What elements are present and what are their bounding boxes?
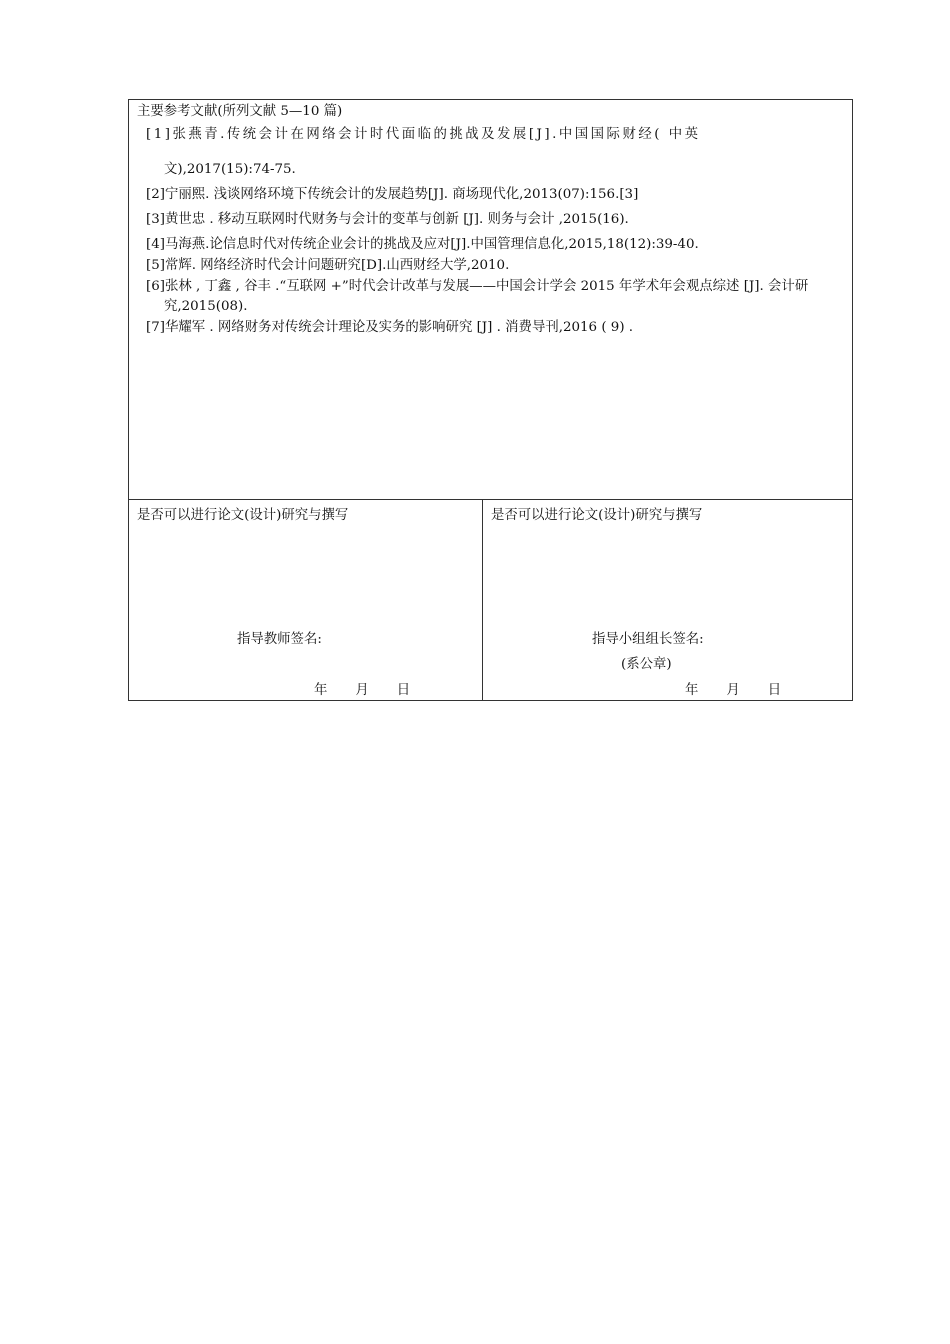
approval-row (128, 500, 853, 701)
reference-item: [4]马海燕.论信息时代对传统企业会计的挑战及应对[J].中国管理信息化,2015,18(12):39-40. (146, 237, 699, 252)
reference-item: [6]张林 , 丁鑫 , 谷丰 .“互联网 +”时代会计改革与发展——中国会计学会 2015 年学术年会观点综述 [J]. 会计研究,2015(08). (146, 279, 809, 314)
year-label: 年 (685, 683, 699, 698)
department-stamp-label: (系公章) (621, 657, 672, 672)
advisor-signature-label: 指导教师签名: (237, 632, 322, 647)
references-title: 主要参考文献(所列文献 5—10 篇) (137, 104, 343, 119)
reference-item (137, 125, 844, 180)
reference-item: [3]黄世忠 . 移动互联网时代财务与会计的变革与创新 [J]. 则务与会计 ,2015(16). (146, 212, 629, 227)
group-leader-signature-label: 指导小组组长签名: (592, 632, 704, 647)
group-leader-date (685, 679, 781, 698)
reference-item: [2]宁丽熙. 浅谈网络环境下传统会计的发展趋势[J]. 商场现代化,2013(07):156.[3] (146, 187, 639, 202)
advisor-approval-cell (129, 500, 483, 700)
day-label: 日 (396, 683, 411, 698)
day-label: 日 (767, 683, 782, 698)
month-label: 月 (726, 683, 740, 698)
group-leader-approval-cell (483, 500, 852, 700)
advisor-date (314, 679, 410, 698)
year-label: 年 (314, 683, 328, 698)
month-label: 月 (355, 683, 369, 698)
references-section (128, 99, 853, 500)
reference-continuation: 文),2017(15):74-75. (164, 162, 296, 177)
reference-item: [5]常辉. 网络经济时代会计问题研究[D].山西财经大学,2010. (146, 258, 510, 273)
reference-text: [1]张燕青.传统会计在网络会计时代面临的挑战及发展[J].中国国际财经( 中英 (146, 127, 701, 142)
advisor-question: 是否可以进行论文(设计)研究与撰写 (137, 508, 349, 523)
group-leader-question: 是否可以进行论文(设计)研究与撰写 (491, 508, 703, 523)
reference-item: [7]华耀军 . 网络财务对传统会计理论及实务的影响研究 [J] . 消费导刊,2016 ( 9) . (146, 320, 634, 335)
proposal-form (128, 99, 853, 701)
